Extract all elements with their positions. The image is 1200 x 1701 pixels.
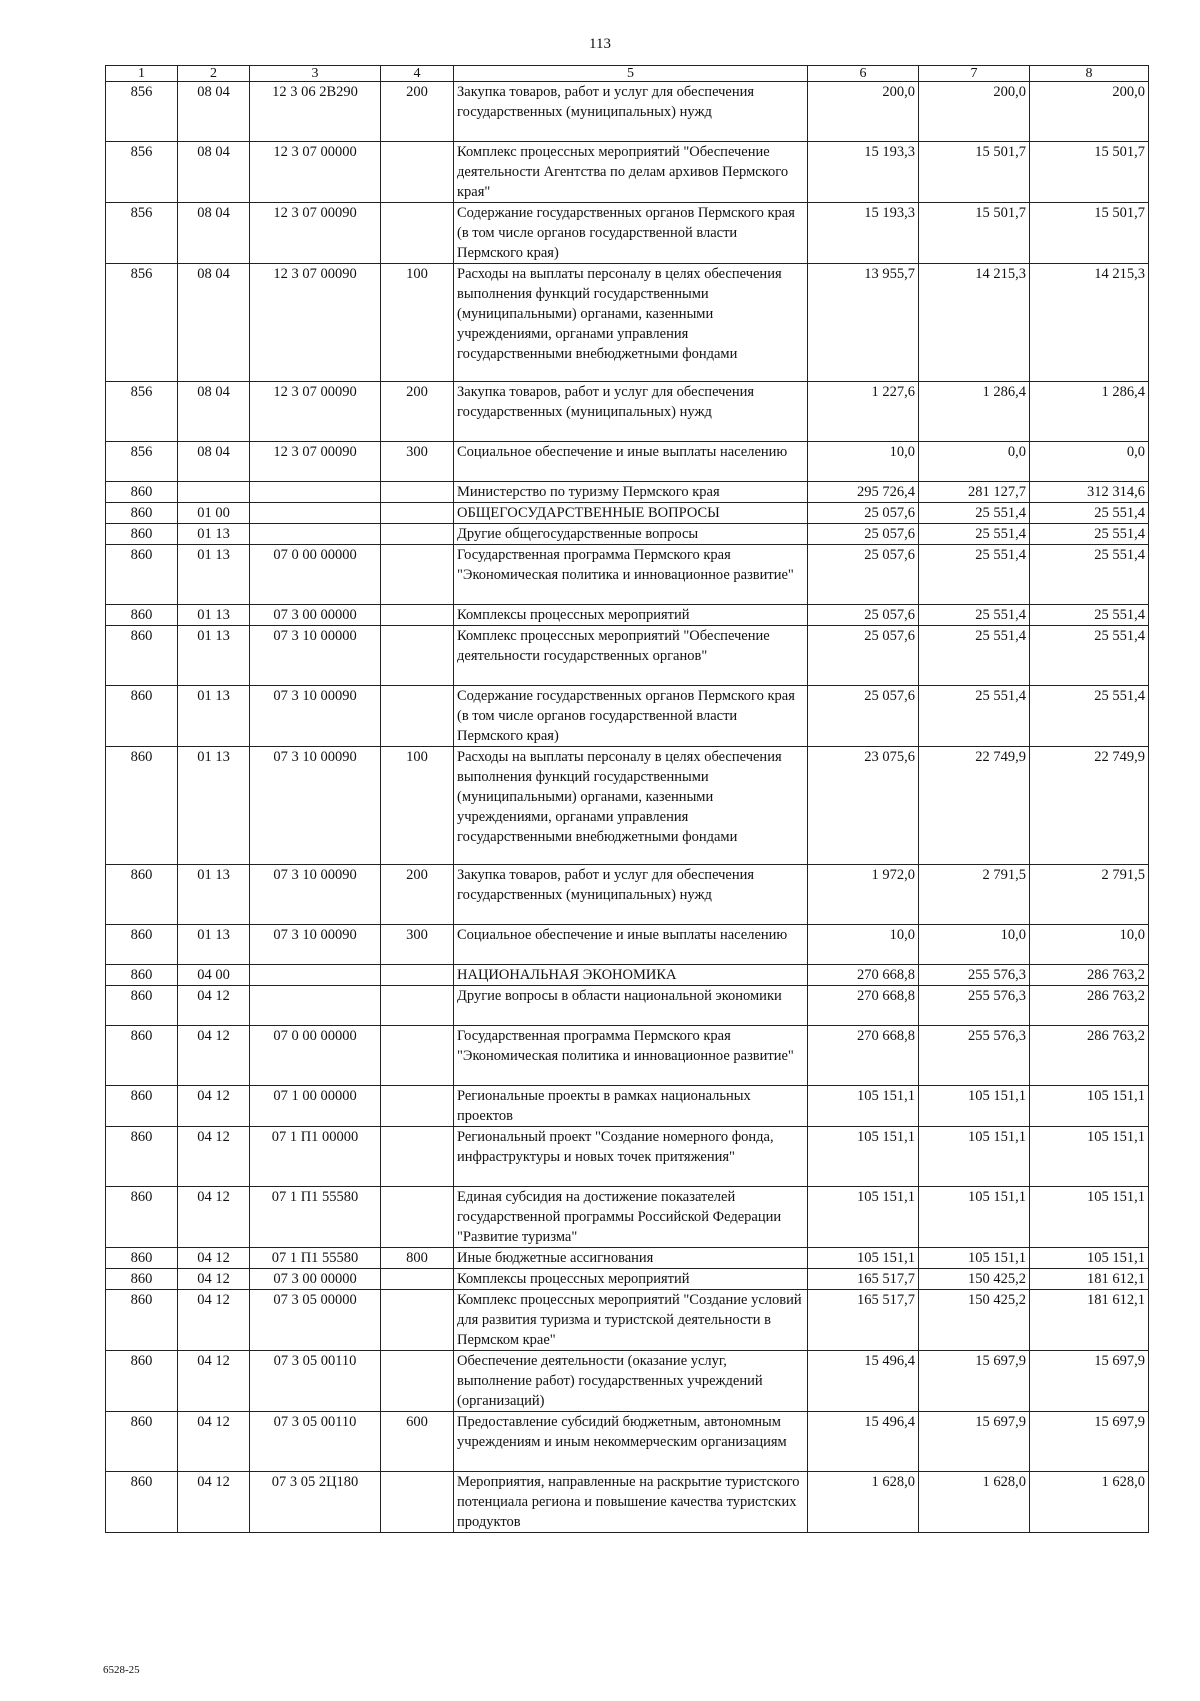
- cell-section: 01 13: [178, 686, 250, 747]
- cell-target-article: 07 3 10 00090: [250, 686, 381, 747]
- cell-amount-2028: 15 697,9: [1030, 1351, 1149, 1412]
- column-header: 5: [454, 66, 808, 82]
- cell-section: 08 04: [178, 442, 250, 482]
- cell-expense-type: [381, 626, 454, 686]
- cell-section: 01 13: [178, 605, 250, 626]
- cell-chapter: 860: [106, 1086, 178, 1127]
- cell-amount-2028: 25 551,4: [1030, 524, 1149, 545]
- cell-chapter: 860: [106, 747, 178, 865]
- cell-target-article: 12 3 06 2В290: [250, 82, 381, 142]
- cell-amount-2028: 1 286,4: [1030, 382, 1149, 442]
- cell-chapter: 860: [106, 965, 178, 986]
- cell-amount-2027: 25 551,4: [919, 503, 1030, 524]
- table-row: [106, 686, 1149, 747]
- cell-chapter: 860: [106, 1412, 178, 1472]
- cell-section: 08 04: [178, 264, 250, 382]
- column-header: 4: [381, 66, 454, 82]
- cell-target-article: 07 3 05 00110: [250, 1351, 381, 1412]
- table-row: [106, 986, 1149, 1026]
- cell-amount-2027: 105 151,1: [919, 1127, 1030, 1187]
- table-row: [106, 482, 1149, 503]
- cell-chapter: 856: [106, 382, 178, 442]
- table-row: [106, 1086, 1149, 1127]
- column-header: 8: [1030, 66, 1149, 82]
- cell-chapter: 860: [106, 605, 178, 626]
- cell-amount-2026: 105 151,1: [808, 1086, 919, 1127]
- cell-amount-2027: 200,0: [919, 82, 1030, 142]
- cell-amount-2027: 15 697,9: [919, 1412, 1030, 1472]
- table-row: [106, 524, 1149, 545]
- cell-amount-2028: 105 151,1: [1030, 1086, 1149, 1127]
- cell-amount-2028: 105 151,1: [1030, 1127, 1149, 1187]
- column-header: 2: [178, 66, 250, 82]
- cell-amount-2026: 15 193,3: [808, 142, 919, 203]
- cell-amount-2027: 255 576,3: [919, 965, 1030, 986]
- cell-name: Мероприятия, направленные на раскрытие туристского потенциала региона и повышение качества туристских продуктов: [454, 1472, 808, 1533]
- cell-amount-2026: 10,0: [808, 442, 919, 482]
- table-row: [106, 1351, 1149, 1412]
- cell-amount-2026: 200,0: [808, 82, 919, 142]
- cell-section: 01 13: [178, 545, 250, 605]
- cell-name: Социальное обеспечение и иные выплаты населению: [454, 925, 808, 965]
- cell-expense-type: [381, 1351, 454, 1412]
- cell-expense-type: 600: [381, 1412, 454, 1472]
- cell-chapter: 860: [106, 1269, 178, 1290]
- table-row: [106, 605, 1149, 626]
- cell-amount-2028: 15 697,9: [1030, 1412, 1149, 1472]
- cell-section: 04 12: [178, 1290, 250, 1351]
- cell-chapter: 860: [106, 686, 178, 747]
- cell-name: Другие вопросы в области национальной экономики: [454, 986, 808, 1026]
- table-row: [106, 925, 1149, 965]
- cell-name: Предоставление субсидий бюджетным, автономным учреждениям и иным некоммерческим организациям: [454, 1412, 808, 1472]
- cell-expense-type: [381, 605, 454, 626]
- cell-target-article: 07 3 10 00090: [250, 925, 381, 965]
- cell-amount-2027: 25 551,4: [919, 626, 1030, 686]
- cell-amount-2027: 0,0: [919, 442, 1030, 482]
- cell-chapter: 856: [106, 142, 178, 203]
- cell-expense-type: [381, 1472, 454, 1533]
- cell-section: 08 04: [178, 382, 250, 442]
- cell-chapter: 860: [106, 986, 178, 1026]
- cell-name: Региональные проекты в рамках национальных проектов: [454, 1086, 808, 1127]
- cell-amount-2028: 286 763,2: [1030, 1026, 1149, 1086]
- table-row: [106, 1412, 1149, 1472]
- cell-amount-2027: 105 151,1: [919, 1086, 1030, 1127]
- cell-target-article: [250, 986, 381, 1026]
- cell-amount-2026: 13 955,7: [808, 264, 919, 382]
- cell-amount-2026: 15 193,3: [808, 203, 919, 264]
- cell-amount-2026: 270 668,8: [808, 1026, 919, 1086]
- cell-name: Комплекс процессных мероприятий "Создание условий для развития туризма и туристской деятельности в Пермском крае": [454, 1290, 808, 1351]
- cell-amount-2026: 25 057,6: [808, 524, 919, 545]
- cell-chapter: 860: [106, 545, 178, 605]
- cell-amount-2028: 1 628,0: [1030, 1472, 1149, 1533]
- cell-target-article: 07 3 05 00000: [250, 1290, 381, 1351]
- cell-amount-2026: 25 057,6: [808, 605, 919, 626]
- cell-section: 04 12: [178, 1248, 250, 1269]
- cell-expense-type: [381, 203, 454, 264]
- cell-chapter: 860: [106, 865, 178, 925]
- cell-name: Государственная программа Пермского края "Экономическая политика и инновационное развитие": [454, 545, 808, 605]
- cell-section: 04 12: [178, 1269, 250, 1290]
- table-row: [106, 545, 1149, 605]
- cell-chapter: 860: [106, 1248, 178, 1269]
- cell-amount-2027: 1 286,4: [919, 382, 1030, 442]
- cell-name: Содержание государственных органов Пермского края (в том числе органов государственной власти Пермского края): [454, 203, 808, 264]
- cell-amount-2026: 295 726,4: [808, 482, 919, 503]
- cell-amount-2027: 150 425,2: [919, 1290, 1030, 1351]
- cell-name: Закупка товаров, работ и услуг для обеспечения государственных (муниципальных) нужд: [454, 865, 808, 925]
- cell-chapter: 860: [106, 482, 178, 503]
- cell-name: ОБЩЕГОСУДАРСТВЕННЫЕ ВОПРОСЫ: [454, 503, 808, 524]
- cell-amount-2027: 150 425,2: [919, 1269, 1030, 1290]
- cell-amount-2027: 255 576,3: [919, 1026, 1030, 1086]
- cell-amount-2027: 15 697,9: [919, 1351, 1030, 1412]
- cell-amount-2028: 14 215,3: [1030, 264, 1149, 382]
- cell-chapter: 860: [106, 1026, 178, 1086]
- cell-amount-2027: 281 127,7: [919, 482, 1030, 503]
- cell-amount-2027: 25 551,4: [919, 686, 1030, 747]
- cell-amount-2026: 25 057,6: [808, 626, 919, 686]
- cell-expense-type: [381, 503, 454, 524]
- cell-section: 04 00: [178, 965, 250, 986]
- cell-section: 01 13: [178, 925, 250, 965]
- cell-expense-type: [381, 1086, 454, 1127]
- cell-amount-2026: 15 496,4: [808, 1412, 919, 1472]
- cell-amount-2028: 25 551,4: [1030, 503, 1149, 524]
- table-row: [106, 1269, 1149, 1290]
- cell-amount-2028: 10,0: [1030, 925, 1149, 965]
- cell-name: Закупка товаров, работ и услуг для обеспечения государственных (муниципальных) нужд: [454, 82, 808, 142]
- cell-target-article: 07 1 00 00000: [250, 1086, 381, 1127]
- cell-section: 04 12: [178, 1351, 250, 1412]
- document-code: 6528-25: [103, 1664, 140, 1676]
- cell-name: Социальное обеспечение и иные выплаты населению: [454, 442, 808, 482]
- cell-expense-type: [381, 1187, 454, 1248]
- column-header: 6: [808, 66, 919, 82]
- cell-target-article: 07 3 05 2Ц180: [250, 1472, 381, 1533]
- cell-target-article: 12 3 07 00090: [250, 203, 381, 264]
- cell-name: Расходы на выплаты персоналу в целях обеспечения выполнения функций государственными (муниципальными) органами, казенными учреждениями, органами управления государственными внебюджетными фондами: [454, 264, 808, 382]
- cell-amount-2026: 10,0: [808, 925, 919, 965]
- cell-amount-2027: 22 749,9: [919, 747, 1030, 865]
- cell-name: Министерство по туризму Пермского края: [454, 482, 808, 503]
- cell-amount-2027: 14 215,3: [919, 264, 1030, 382]
- cell-name: Обеспечение деятельности (оказание услуг, выполнение работ) государственных учреждений (организаций): [454, 1351, 808, 1412]
- cell-amount-2028: 105 151,1: [1030, 1248, 1149, 1269]
- cell-name: Другие общегосударственные вопросы: [454, 524, 808, 545]
- cell-section: 01 13: [178, 626, 250, 686]
- cell-amount-2028: 105 151,1: [1030, 1187, 1149, 1248]
- cell-chapter: 860: [106, 1127, 178, 1187]
- cell-target-article: [250, 524, 381, 545]
- cell-amount-2028: 22 749,9: [1030, 747, 1149, 865]
- cell-expense-type: [381, 1290, 454, 1351]
- cell-chapter: 860: [106, 626, 178, 686]
- cell-expense-type: [381, 1127, 454, 1187]
- page-number: 113: [589, 36, 611, 52]
- cell-expense-type: 100: [381, 747, 454, 865]
- budget-table: [105, 65, 1149, 1533]
- cell-section: 04 12: [178, 986, 250, 1026]
- cell-chapter: 860: [106, 503, 178, 524]
- cell-amount-2027: 2 791,5: [919, 865, 1030, 925]
- cell-chapter: 856: [106, 82, 178, 142]
- cell-section: 08 04: [178, 203, 250, 264]
- cell-name: Иные бюджетные ассигнования: [454, 1248, 808, 1269]
- cell-name: Расходы на выплаты персоналу в целях обеспечения выполнения функций государственными (муниципальными) органами, казенными учреждениями, органами управления государственными внебюджетными фондами: [454, 747, 808, 865]
- cell-expense-type: [381, 482, 454, 503]
- cell-expense-type: [381, 1269, 454, 1290]
- cell-section: 04 12: [178, 1086, 250, 1127]
- cell-name: Единая субсидия на достижение показателей государственной программы Российской Федерации "Развитие туризма": [454, 1187, 808, 1248]
- cell-target-article: 12 3 07 00090: [250, 442, 381, 482]
- table-row: [106, 142, 1149, 203]
- cell-expense-type: 300: [381, 442, 454, 482]
- cell-amount-2026: 270 668,8: [808, 965, 919, 986]
- table-row: [106, 1026, 1149, 1086]
- cell-amount-2027: 105 151,1: [919, 1187, 1030, 1248]
- table-body: [106, 82, 1149, 1533]
- cell-expense-type: 200: [381, 865, 454, 925]
- cell-section: 01 13: [178, 865, 250, 925]
- column-header: 3: [250, 66, 381, 82]
- cell-target-article: 07 3 05 00110: [250, 1412, 381, 1472]
- cell-chapter: 860: [106, 1472, 178, 1533]
- cell-amount-2028: 0,0: [1030, 442, 1149, 482]
- cell-section: 04 12: [178, 1026, 250, 1086]
- table-row: [106, 503, 1149, 524]
- cell-amount-2028: 200,0: [1030, 82, 1149, 142]
- cell-target-article: 07 3 10 00090: [250, 747, 381, 865]
- cell-amount-2026: 15 496,4: [808, 1351, 919, 1412]
- cell-amount-2026: 23 075,6: [808, 747, 919, 865]
- cell-chapter: 860: [106, 1187, 178, 1248]
- cell-chapter: 856: [106, 264, 178, 382]
- table-row: [106, 203, 1149, 264]
- cell-expense-type: 200: [381, 82, 454, 142]
- table-row: [106, 264, 1149, 382]
- cell-amount-2028: 286 763,2: [1030, 986, 1149, 1026]
- cell-name: Содержание государственных органов Пермского края (в том числе органов государственной власти Пермского края): [454, 686, 808, 747]
- cell-target-article: 07 0 00 00000: [250, 1026, 381, 1086]
- cell-target-article: 07 0 00 00000: [250, 545, 381, 605]
- cell-chapter: 860: [106, 524, 178, 545]
- cell-amount-2026: 105 151,1: [808, 1248, 919, 1269]
- cell-amount-2026: 25 057,6: [808, 503, 919, 524]
- cell-amount-2026: 270 668,8: [808, 986, 919, 1026]
- cell-amount-2026: 165 517,7: [808, 1290, 919, 1351]
- cell-target-article: [250, 965, 381, 986]
- table-row: [106, 1290, 1149, 1351]
- table-row: [106, 1248, 1149, 1269]
- cell-section: 01 13: [178, 747, 250, 865]
- cell-target-article: 07 3 00 00000: [250, 1269, 381, 1290]
- cell-amount-2027: 15 501,7: [919, 203, 1030, 264]
- cell-target-article: 07 1 П1 55580: [250, 1248, 381, 1269]
- cell-expense-type: [381, 545, 454, 605]
- cell-section: 04 12: [178, 1127, 250, 1187]
- cell-section: 01 00: [178, 503, 250, 524]
- cell-chapter: 860: [106, 1351, 178, 1412]
- cell-section: 04 12: [178, 1187, 250, 1248]
- cell-target-article: [250, 503, 381, 524]
- cell-amount-2026: 1 628,0: [808, 1472, 919, 1533]
- cell-target-article: 07 3 10 00000: [250, 626, 381, 686]
- cell-amount-2026: 105 151,1: [808, 1127, 919, 1187]
- cell-section: 08 04: [178, 142, 250, 203]
- column-header: 7: [919, 66, 1030, 82]
- cell-section: 08 04: [178, 82, 250, 142]
- table-row: [106, 382, 1149, 442]
- table-row: [106, 747, 1149, 865]
- cell-expense-type: [381, 965, 454, 986]
- table-row: [106, 626, 1149, 686]
- cell-target-article: 12 3 07 00090: [250, 264, 381, 382]
- table-row: [106, 965, 1149, 986]
- cell-name: Закупка товаров, работ и услуг для обеспечения государственных (муниципальных) нужд: [454, 382, 808, 442]
- cell-name: НАЦИОНАЛЬНАЯ ЭКОНОМИКА: [454, 965, 808, 986]
- cell-amount-2028: 181 612,1: [1030, 1269, 1149, 1290]
- cell-expense-type: 200: [381, 382, 454, 442]
- cell-target-article: 12 3 07 00090: [250, 382, 381, 442]
- cell-expense-type: [381, 524, 454, 545]
- cell-amount-2028: 15 501,7: [1030, 142, 1149, 203]
- cell-target-article: [250, 482, 381, 503]
- table-row: [106, 82, 1149, 142]
- cell-chapter: 860: [106, 925, 178, 965]
- cell-expense-type: 800: [381, 1248, 454, 1269]
- cell-amount-2027: 10,0: [919, 925, 1030, 965]
- cell-expense-type: [381, 1026, 454, 1086]
- cell-name: Комплексы процессных мероприятий: [454, 605, 808, 626]
- cell-amount-2028: 25 551,4: [1030, 626, 1149, 686]
- cell-amount-2027: 25 551,4: [919, 605, 1030, 626]
- cell-amount-2028: 25 551,4: [1030, 686, 1149, 747]
- cell-amount-2026: 1 972,0: [808, 865, 919, 925]
- table-row: [106, 442, 1149, 482]
- cell-expense-type: [381, 142, 454, 203]
- cell-expense-type: 300: [381, 925, 454, 965]
- cell-amount-2027: 255 576,3: [919, 986, 1030, 1026]
- cell-amount-2028: 25 551,4: [1030, 605, 1149, 626]
- cell-amount-2027: 1 628,0: [919, 1472, 1030, 1533]
- cell-amount-2028: 25 551,4: [1030, 545, 1149, 605]
- cell-amount-2026: 165 517,7: [808, 1269, 919, 1290]
- table-row: [106, 865, 1149, 925]
- cell-amount-2028: 15 501,7: [1030, 203, 1149, 264]
- cell-amount-2026: 1 227,6: [808, 382, 919, 442]
- cell-name: Государственная программа Пермского края "Экономическая политика и инновационное развитие": [454, 1026, 808, 1086]
- cell-target-article: 12 3 07 00000: [250, 142, 381, 203]
- cell-amount-2028: 2 791,5: [1030, 865, 1149, 925]
- cell-chapter: 856: [106, 442, 178, 482]
- header-row: [106, 66, 1149, 82]
- cell-expense-type: [381, 986, 454, 1026]
- cell-chapter: 860: [106, 1290, 178, 1351]
- cell-chapter: 856: [106, 203, 178, 264]
- cell-amount-2027: 25 551,4: [919, 524, 1030, 545]
- cell-target-article: 07 3 00 00000: [250, 605, 381, 626]
- cell-amount-2027: 25 551,4: [919, 545, 1030, 605]
- cell-amount-2026: 25 057,6: [808, 686, 919, 747]
- cell-section: 01 13: [178, 524, 250, 545]
- table-row: [106, 1472, 1149, 1533]
- cell-amount-2028: 312 314,6: [1030, 482, 1149, 503]
- cell-amount-2026: 25 057,6: [808, 545, 919, 605]
- cell-name: Региональный проект "Создание номерного фонда, инфраструктуры и новых точек притяжения": [454, 1127, 808, 1187]
- cell-amount-2027: 105 151,1: [919, 1248, 1030, 1269]
- cell-amount-2027: 15 501,7: [919, 142, 1030, 203]
- column-header: 1: [106, 66, 178, 82]
- cell-expense-type: [381, 686, 454, 747]
- cell-target-article: 07 1 П1 55580: [250, 1187, 381, 1248]
- cell-section: 04 12: [178, 1472, 250, 1533]
- cell-section: [178, 482, 250, 503]
- cell-section: 04 12: [178, 1412, 250, 1472]
- cell-target-article: 07 3 10 00090: [250, 865, 381, 925]
- cell-target-article: 07 1 П1 00000: [250, 1127, 381, 1187]
- table-row: [106, 1187, 1149, 1248]
- cell-name: Комплекс процессных мероприятий "Обеспечение деятельности государственных органов": [454, 626, 808, 686]
- cell-amount-2026: 105 151,1: [808, 1187, 919, 1248]
- cell-expense-type: 100: [381, 264, 454, 382]
- cell-amount-2028: 181 612,1: [1030, 1290, 1149, 1351]
- cell-name: Комплекс процессных мероприятий "Обеспечение деятельности Агентства по делам архивов Пермского края": [454, 142, 808, 203]
- cell-amount-2028: 286 763,2: [1030, 965, 1149, 986]
- cell-name: Комплексы процессных мероприятий: [454, 1269, 808, 1290]
- table-row: [106, 1127, 1149, 1187]
